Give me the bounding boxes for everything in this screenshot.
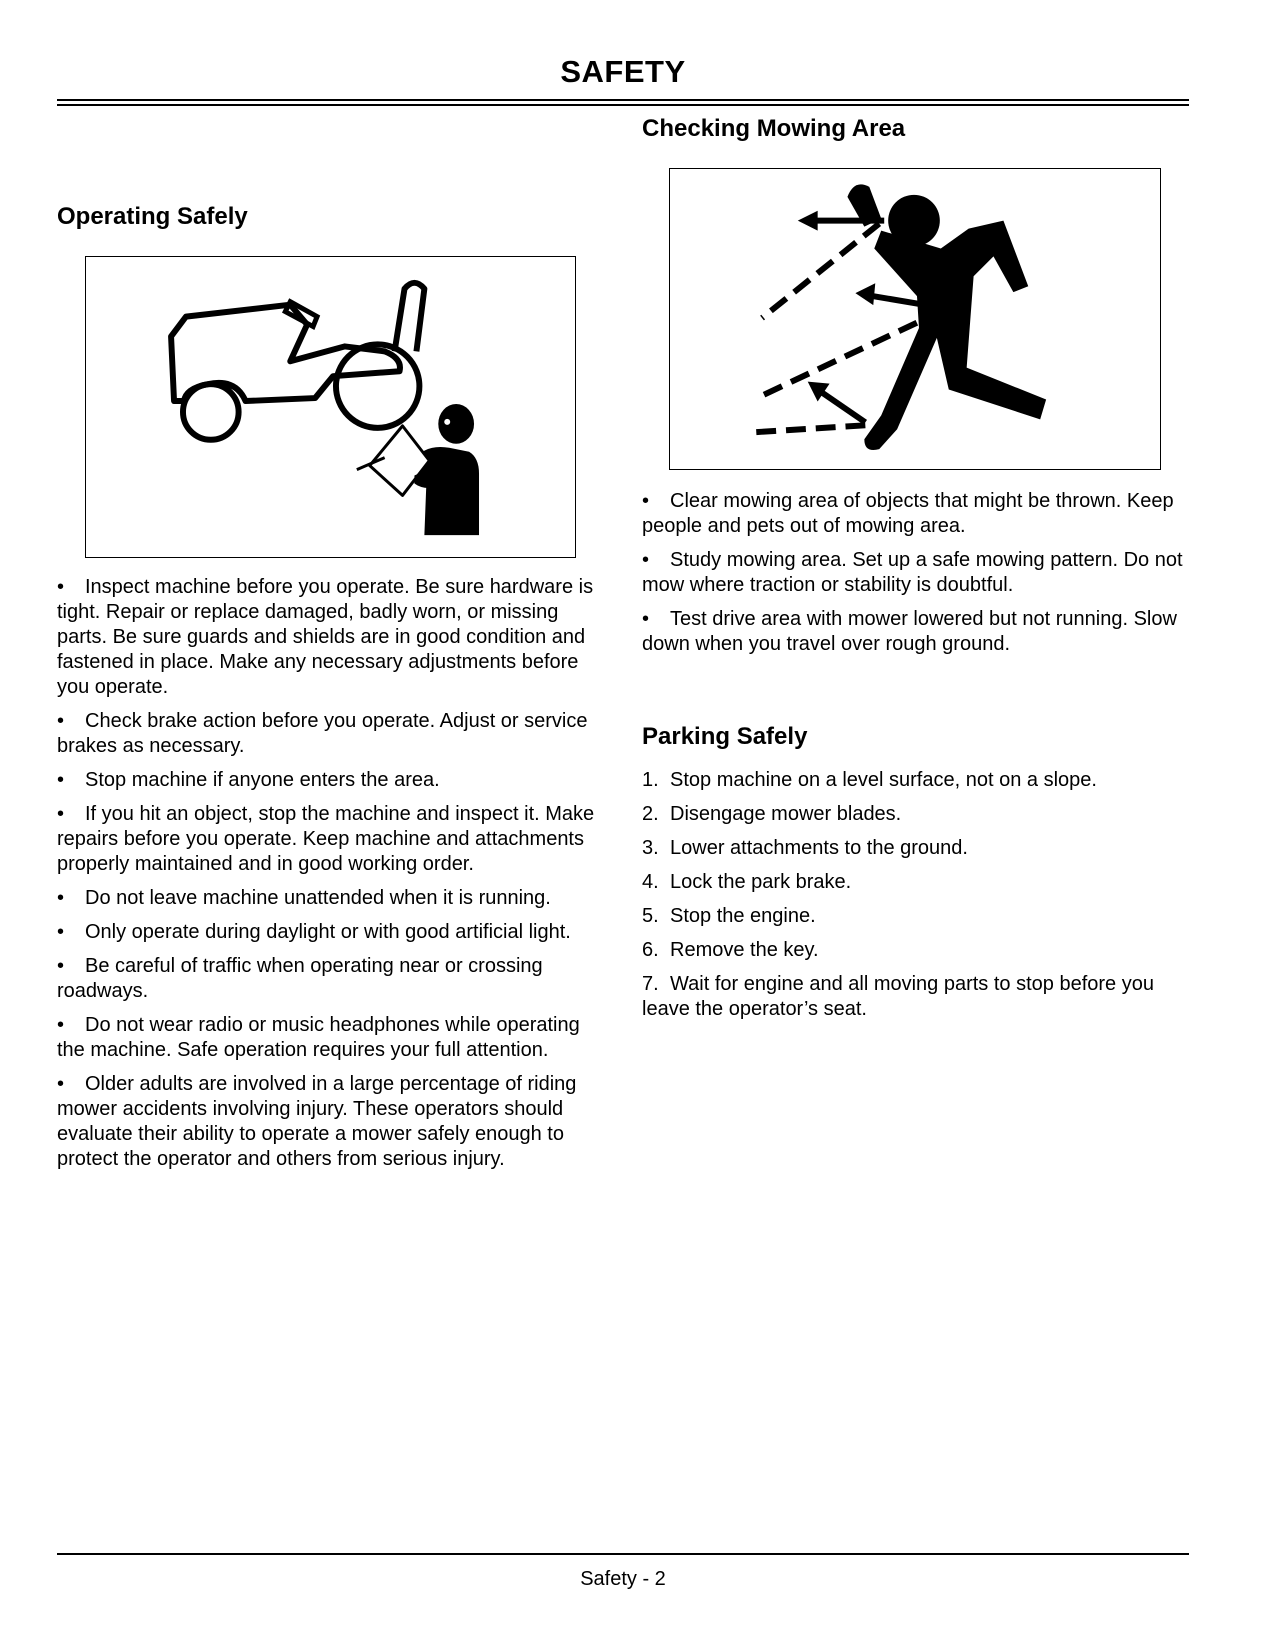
list-item: • Do not wear radio or music headphones while operating the machine. Safe operation requires your full attention. [57,1014,580,1061]
tractor-operator-figure [85,256,576,558]
list-item: 3. Lower attachments to the ground. [642,837,968,859]
list-item: 4. Lock the park brake. [642,871,852,893]
list-item: • Study mowing area. Set up a safe mowing pattern. Do not mow where traction or stability is doubtful. [642,549,1183,596]
list-item: 5. Stop the engine. [642,905,816,927]
thrown-objects-figure [669,168,1161,470]
checking-mowing-area-list [642,489,1190,666]
list-item: • Test drive area with mower lowered but not running. Slow down when you travel over rough ground. [642,608,1177,655]
list-item: 2. Disengage mower blades. [642,803,902,825]
list-item: • Inspect machine before you operate. Be sure hardware is tight. Repair or replace damaged, badly worn, or missing parts. Be sure guards and shields are in good condition and fastened in place. Make any necessary adjustments before you operate. [57,576,594,698]
list-item: • Clear mowing area of objects that might be thrown. Keep people and pets out of mowing area. [642,490,1174,537]
list-item: • If you hit an object, stop the machine and inspect it. Make repairs before you operate. Keep machine and attachments properly maintained and in good working order. [57,803,595,875]
list-item: 1. Stop machine on a level surface, not on a slope. [642,769,1097,791]
list-item: • Stop machine if anyone enters the area. [57,769,440,791]
header-rule-upper [57,99,1189,101]
parking-safely-heading: Parking Safely [642,723,808,750]
tractor-operator-illustration [86,257,575,557]
footer-rule [57,1553,1189,1555]
list-item: • Do not leave machine unattended when it is running. [57,887,551,909]
list-item: 6. Remove the key. [642,939,819,961]
thrown-objects-illustration [670,169,1160,469]
operating-safely-list [57,575,605,1181]
header-rule-lower [57,104,1189,106]
list-item: • Older adults are involved in a large percentage of riding mower accidents involving injury. These operators should evaluate their ability to operate a mower safely enough to protect the operator and others from serious injury. [57,1073,577,1170]
list-item: • Only operate during daylight or with good artificial light. [57,921,571,943]
list-item: 7. Wait for engine and all moving parts to stop before you leave the operator’s seat. [642,973,1154,1020]
page-title: SAFETY [560,54,686,89]
page-footer: Safety - 2 [580,1568,666,1590]
operating-safely-heading: Operating Safely [57,203,248,230]
parking-safely-steps [642,768,1190,1031]
list-item: • Check brake action before you operate. Adjust or service brakes as necessary. [57,710,588,757]
list-item: • Be careful of traffic when operating near or crossing roadways. [57,955,543,1002]
checking-mowing-area-heading: Checking Mowing Area [642,115,906,142]
